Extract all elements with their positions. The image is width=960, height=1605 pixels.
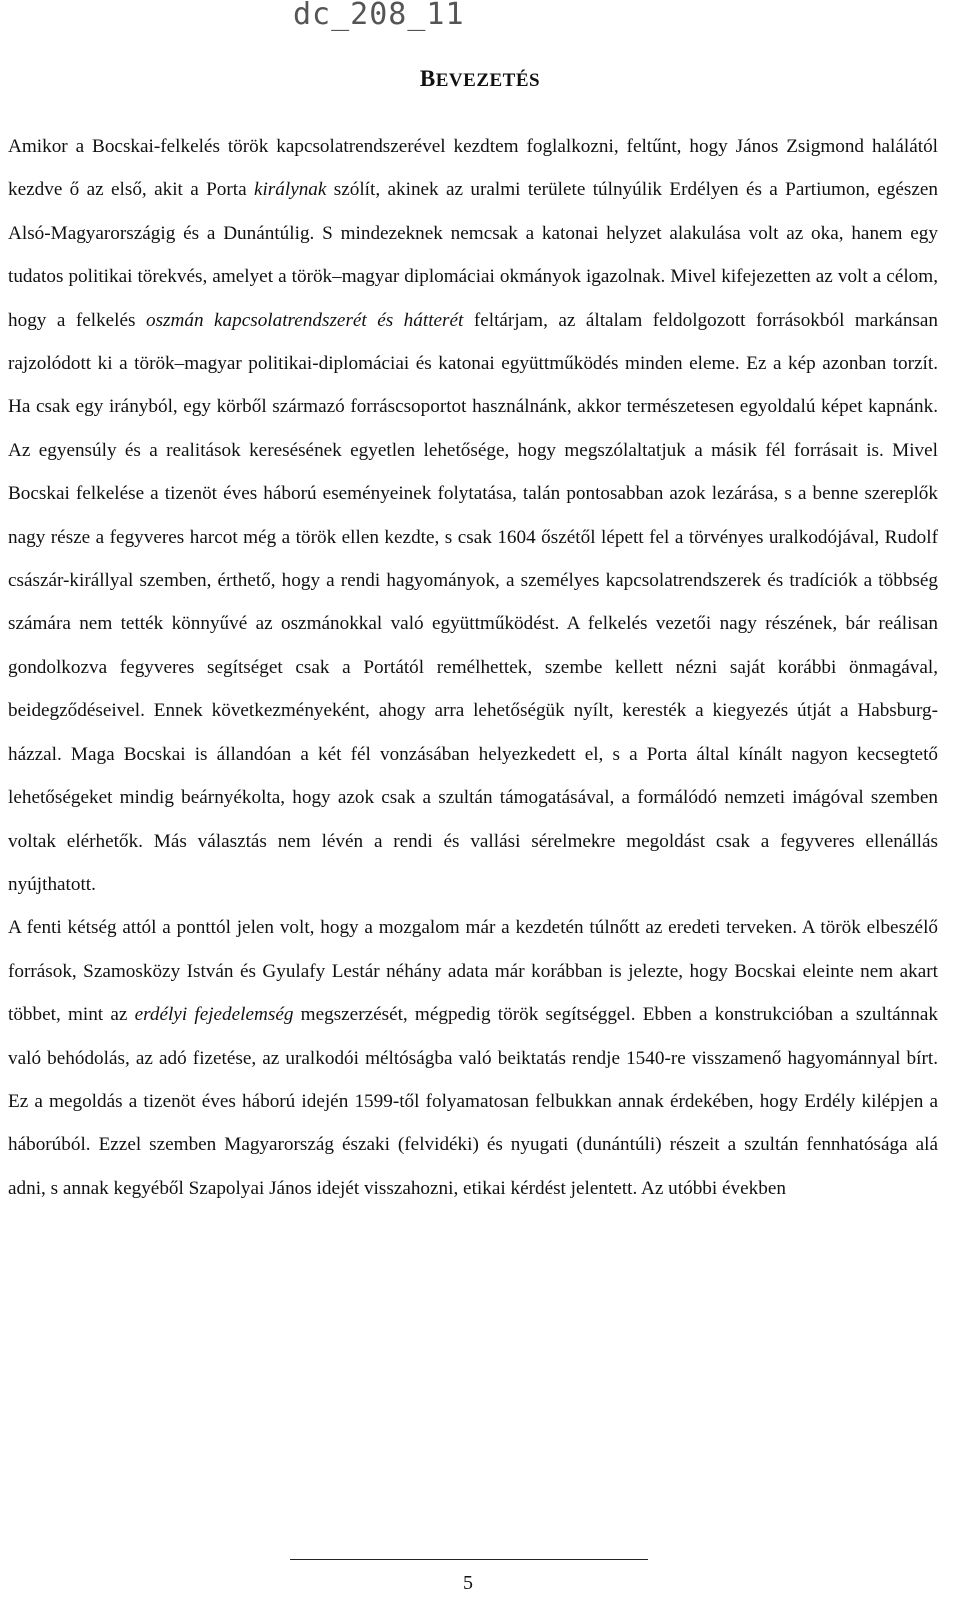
text-segment: szólít, akinek az uralmi területe túlnyúlik Erdélyen és a Partiumon, egészen Alsó-Magyarországig és a Dunántúlig. S mindezeknek nemcsak a katonai helyzet alakulása volt az oka, hanem egy tudatos politikai törekvés, amelyet a török–magyar diplomáciai okmányok igazolnak. Mivel kifejezetten az volt a célom, hogy a felkelés [8,179,939,331]
footnote-separator [290,1559,648,1560]
text-segment: feltárjam, az általam feldolgozott forrásokból markánsan rajzolódott ki a török–magyar politikai-diplomáciai és katonai együttműködés minden eleme. Ez a kép azonban torzít. Ha csak egy irányból, egy körből származó forráscsoportot használnánk, akkor természetesen egyoldalú képet kapnánk. Az egyensúly és a realitások keresésének egyetlen lehetősége, hogy megszólaltatjuk a másik fél forrásait is. Mivel Bocskai felkelése a tizenöt éves háború eseményeinek folytatása, talán pontosabban azok lezárása, s a benne szereplők nagy része a fegyveres harcot még a török ellen kezdte, s csak 1604 őszétől lépett fel a törvényes uralkodójával, Rudolf császár-királlyal szemben, érthető, hogy a rendi hagyományok, a személyes kapcsolatrendszerek és tradíciók a többség számára nem tették könnyűvé az oszmánokkal való együttműködést. A felkelés vezetői nagy részének, bár reálisan gondolkozva fegyveres segítséget csak a Portától remélhettek, szembe kellett nézni saját korábbi önmagával, beidegződéseivel. Ennek következményeként, ahogy arra lehetőségük nyílt, keresték a kiegyezés útját a Habsburg-házzal. Maga Bocskai is állandóan a két fél vonzásában helyezkedett el, s a Porta által kínált nagyon kecsegtető lehetőségeket mindig beárnyékolta, hogy azok csak a szultán támogatásával, a formálódó nemzeti imágóval szemben voltak elérhetők. Más választás nem lévén a rendi és vallási sérelmekre megoldást csak a fegyveres ellenállás nyújthatott. [8,309,938,895]
text-segment: Amikor a Bocskai-felkelés török kapcsolatrendszerével kezdtem foglalkozni, feltűnt, hogy János Zsigmond halálától kezdve ő az első, akit a Porta [8,136,938,201]
paragraph-1 [8,125,938,906]
page-number: 5 [463,1572,473,1594]
paragraph-2 [8,906,938,1210]
heading-rest: EVEZETÉS [435,70,541,91]
italic-segment: erdélyi fejedelemség [134,1004,294,1026]
italic-segment: oszmán kapcsolatrendszerét és hátterét [145,309,464,331]
body-text [8,125,938,1210]
italic-segment: királynak [253,179,327,201]
document-id: dc_208_11 [293,0,465,32]
heading-first-letter: B [419,66,436,91]
text-segment: megszerzését, mégpedig török segítséggel. Ebben a konstrukcióban a szultánnak való behódolás, az adó fizetése, az uralkodói méltóságba való beiktatás rendje 1540-re visszamenő hagyománnyal bírt. Ez a megoldás a tizenöt éves háború idején 1599-től folyamatosan felbukkan annak érdekében, hogy Erdély kilépjen a háborúból. Ezzel szemben Magyarország északi (felvidéki) és nyugati (dunántúli) részeit a szultán fennhatósága alá adni, s annak kegyéből Szapolyai János idejét visszahozni, etikai kérdést jelentett. Az utóbbi években [8,1004,938,1199]
text-segment: A fenti kétség attól a ponttól jelen volt, hogy a mozgalom már a kezdetén túlnőtt az eredeti terveken. A török elbeszélő források, Szamosközy István és Gyulafy Lestár néhány adata már korábban is jelezte, hogy Bocskai eleinte nem akart többet, mint az [8,917,938,1026]
section-heading [0,66,960,92]
